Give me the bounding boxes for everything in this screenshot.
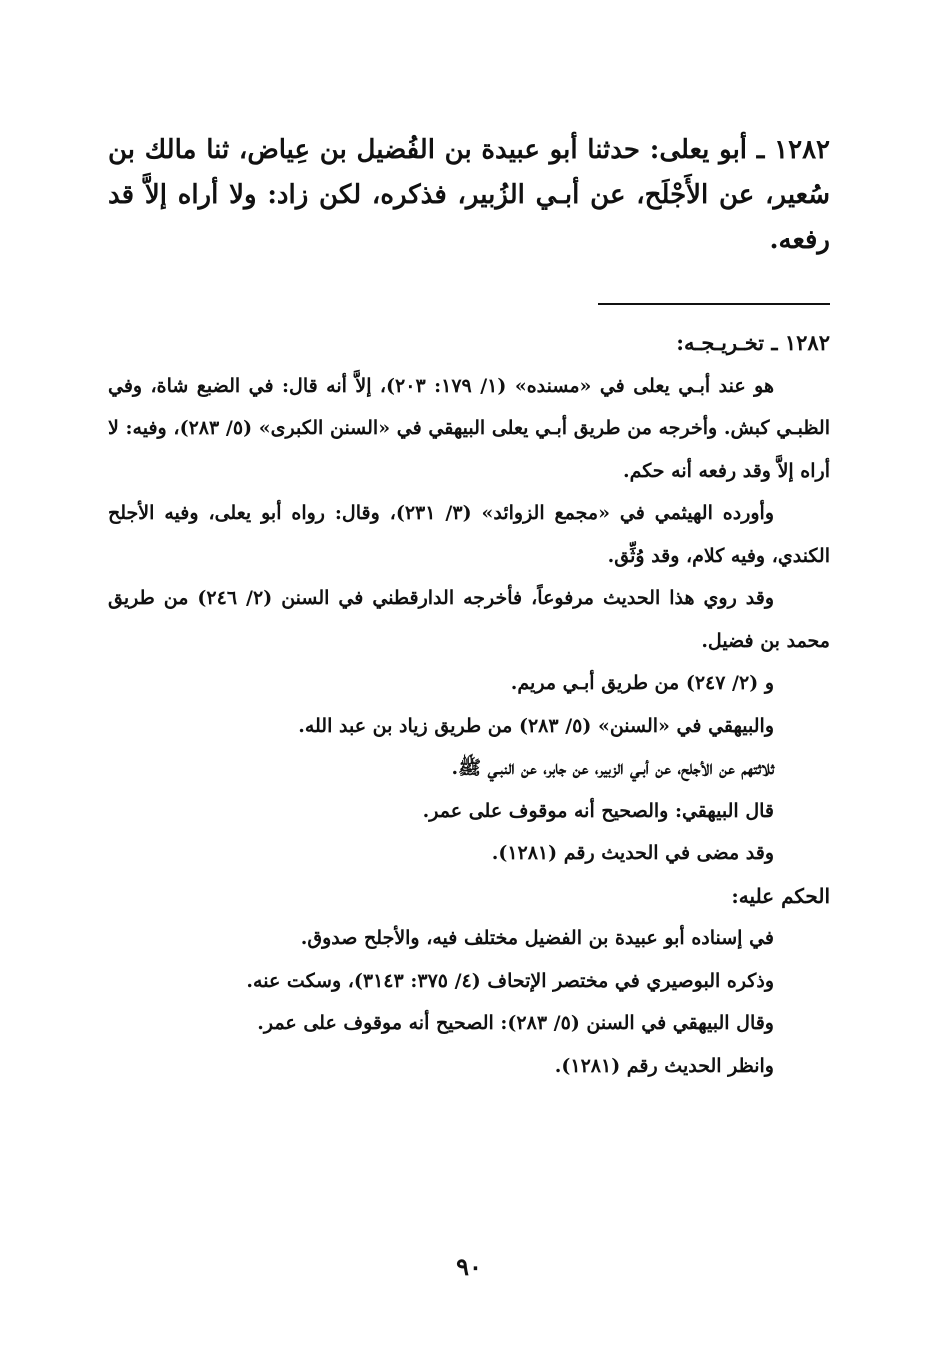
hadith-dash: ـ: [747, 135, 775, 165]
hukm-line: وذكره البوصيري في مختصر الإتحاف (٤/ ٣٧٥: ٣١٤٣)، وسكت عنه.: [246, 969, 774, 992]
hukm-line: وقال البيهقي في السنن (٥/ ٢٨٣): الصحيح أنه موقوف على عمر.: [257, 1012, 774, 1034]
footnote-separator: [598, 303, 830, 305]
takhrij-line: قال البيهقي: والصحيح أنه موقوف على عمر.: [422, 799, 774, 822]
hadith-text: [108, 128, 830, 263]
hadith-body: أبو يعلى: حدثنا أبو عبيدة بن الفُضيل بن عِياض، ثنا مالك بن سُعير، عن الأَجْلَح، عن أبـي الزُبير، فذكره، لكن زاد: ولا أراه إلاَّ قد رفعه.: [108, 135, 830, 255]
hukm-heading: الحكم عليه:: [731, 883, 830, 908]
takhrij-line: والبيهقي في «السنن» (٥/ ٢٨٣) من طريق زياد بن عبد الله.: [298, 714, 774, 737]
page-number: ٩٠: [456, 1252, 482, 1281]
takhrij-paragraph: وقد روي هذا الحديث مرفوعاً، فأخرجه الدارقطني في السنن (٢/ ٢٤٦) من طريق محمد بن فضيل.: [108, 587, 830, 652]
hukm-line: وانظر الحديث رقم (١٢٨١).: [554, 1054, 774, 1077]
takhrij-line: ثلاثتهم عن الأجلح، عن أبـي الزبير، عن جابر، عن النبـي ﷺ.: [451, 757, 774, 779]
hukm-line: في إسناده أبو عبيدة بن الفضيل مختلف فيه، والأجلح صدوق.: [300, 927, 774, 949]
takhrij-paragraph: هو عند أبـي يعلى في «مسنده» (١/ ١٧٩: ٢٠٣)، إلاَّ أنه قال: في الضبع شاة، وفي الظبـي كبش. وأخرجه من طريق أبـي يعلى البيهقي في «السنن الكبرى» (٥/ ٢٨٣)، وفيه: لا أراه إلاَّ وقد رفعه أنه حكم.: [108, 374, 830, 482]
takhrij-heading: ١٢٨٢ ـ تخـريـجـه:: [676, 330, 830, 355]
footnotes: [108, 322, 830, 1087]
takhrij-paragraph: وأورده الهيثمي في «مجمع الزوائد» (٣/ ٢٣١)، وقال: رواه أبو يعلى، وفيه الأجلح الكندي، وفيه كلام، وقد وُثِّق.: [108, 502, 830, 567]
hadith-number: ١٢٨٢: [774, 135, 830, 165]
takhrij-line: و (٢/ ٢٤٧) من طريق أبـي مريم.: [510, 672, 774, 694]
takhrij-line: وقد مضى في الحديث رقم (١٢٨١).: [491, 842, 774, 864]
